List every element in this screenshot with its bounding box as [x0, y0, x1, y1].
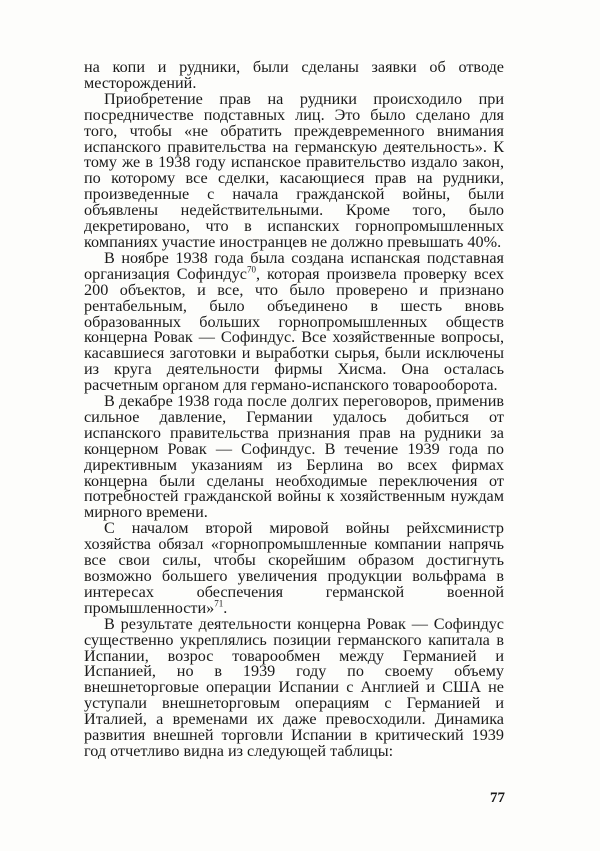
paragraph-3-text-after: , которая произвела проверку всех 200 объектов, и все, что было проверено и признано рентабельным, было объединено в шесть вновь образованных больших горнопромышленных обществ концерна Ровак — Софиндус. Все хозяйственные вопросы, касавшиеся заготовки и выработки сырья, были исключены из круга деятельности фирмы Хисма. Она осталась расчетным органом для германо-испанского товарооборота.	[84, 264, 504, 395]
paragraph-6: В результате деятельности концерна Ровак — Софиндус существенно укреплялись позиции германского капитала в Испании, возрос товарообмен между Германией и Испанией, но в 1939 году по своему объему внешнеторговые операции Испании с Англией и США не уступали внешнеторговым операциям с Германией и Италией, а временами их даже превосходили. Динамика развития внешней торговли Испании в критический 1939 год отчетливо видна из следующей таблицы:	[84, 614, 504, 760]
paragraph-5-text-after: .	[223, 598, 228, 617]
paragraph-3	[84, 248, 504, 395]
footnote-ref-71[interactable]: 71	[214, 598, 224, 609]
body-text	[84, 60, 504, 760]
footnote-ref-70[interactable]: 70	[246, 264, 256, 275]
paragraph-1: на копи и рудники, были сделаны заявки об отводе месторождений.	[84, 58, 504, 92]
page-number: 77	[490, 790, 505, 806]
paragraph-3-text-before: В ноябре 1938 года была создана испанская подставная организация Софиндус	[84, 248, 504, 283]
paragraph-5-text-before: С началом второй мировой войны рейхсминистр хозяйства обязал «горнопромышленные компании напрячь все свои силы, чтобы скорейшим образом достигнуть возможно большего увеличения продукции вольфрама в интересах обеспечения германской военной промышленности»	[84, 519, 504, 617]
paragraph-2: Приобретение прав на рудники происходило при посредничестве подставных лиц. Это было сделано для того, чтобы «не обратить преждевременного внимания испанского правительства на германскую деятельность». К тому же в 1938 году испанское правительство издало закон, по которому все сделки, касающиеся прав на рудники, произведенные с начала гражданской войны, были объявлены недействительными. Кроме того, было декретировано, что в испанских горнопромышленных компаниях участие иностранцев не должно превышать 40%.	[84, 89, 504, 251]
paragraph-5	[84, 521, 504, 616]
paragraph-4: В декабре 1938 года после долгих переговоров, применив сильное давление, Германии удалось добиться от испанского правительства признания прав на рудники за концерном Ровак — Софиндус. В течение 1939 года по директивным указаниям из Берлина во всех фирмах концерна были сделаны необходимые переключения от потребностей гражданской войны к хозяйственным нуждам мирного времени.	[84, 392, 504, 522]
